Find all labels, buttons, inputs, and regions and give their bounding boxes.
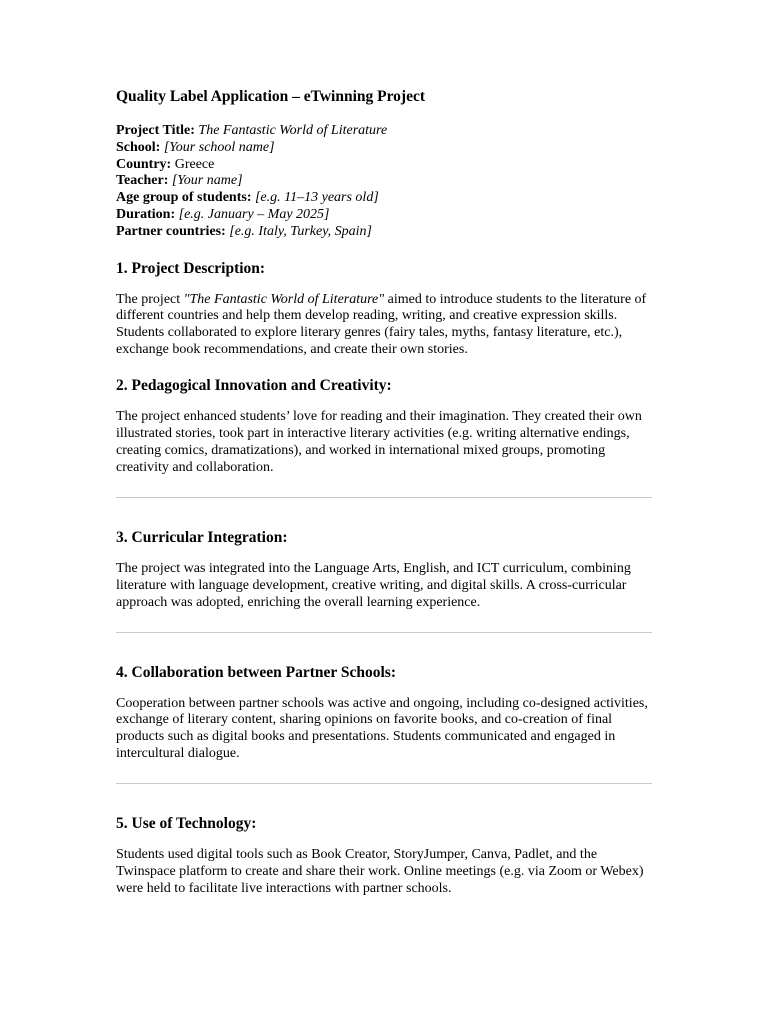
section-divider: [116, 632, 652, 633]
meta-row-project-title: [116, 123, 656, 140]
meta-row-partner-countries: [116, 224, 656, 241]
meta-label: School:: [116, 139, 161, 155]
meta-label: Teacher:: [116, 173, 169, 189]
section-heading-pedagogical-innovation: 2. Pedagogical Innovation and Creativity:: [116, 377, 392, 395]
document-title: Quality Label Application – eTwinning Project: [116, 88, 426, 105]
section-heading-project-description: 1. Project Description:: [116, 259, 266, 277]
section-body-collaboration: Cooperation between partner schools was active and ongoing, including co-designed activities, exchange of literary content, sharing opinions on favorite books, and co-creation of final products such as digital books and presentations. Students communicated and engaged in intercultural dialogue.: [116, 695, 648, 762]
meta-row-school: [116, 140, 656, 157]
project-meta: [116, 123, 656, 241]
section-heading-curricular-integration: 3. Curricular Integration:: [116, 528, 288, 546]
section-heading-collaboration: 4. Collaboration between Partner Schools:: [116, 663, 396, 681]
meta-label: Age group of students:: [116, 190, 252, 206]
meta-value: [Your school name]: [163, 139, 275, 155]
meta-row-country: [116, 157, 656, 174]
meta-label: Duration:: [116, 206, 176, 222]
project-title-quote: "The Fantastic World of Literature": [183, 291, 385, 307]
meta-label: Project Title:: [116, 123, 195, 138]
meta-label: Partner countries:: [116, 223, 226, 239]
document-page: [116, 86, 656, 898]
section-body-use-of-technology: Students used digital tools such as Book Creator, StoryJumper, Canva, Padlet, and the Twinspace platform to create and share their work. Online meetings (e.g. via Zoom or Webex) were held to facilitate live interactions with partner schools.: [116, 847, 644, 896]
meta-value: The Fantastic World of Literature: [198, 123, 388, 138]
body-text: aimed to introduce students to the literature of different countries and help them develop reading, writing, and creative expression skills. Students collaborated to explore literary genres (fairy tales, myths, fantasy literature, etc.), exchange book recommendations, and create their own stories.: [116, 291, 647, 358]
section-divider: [116, 783, 652, 784]
section-body-pedagogical-innovation: The project enhanced students’ love for reading and their imagination. They created their own illustrated stories, took part in interactive literary activities (e.g. writing alternative endings, creating comics, dramatizations), and worked in international mixed groups, promoting creativity and collaboration.: [116, 409, 642, 475]
meta-row-duration: [116, 207, 656, 224]
meta-label: Country:: [116, 156, 172, 172]
meta-value: [e.g. 11–13 years old]: [254, 190, 379, 206]
section-body-project-description: [116, 292, 656, 360]
meta-value: [e.g. January – May 2025]: [178, 206, 330, 222]
meta-row-age-group: [116, 190, 656, 207]
meta-value: Greece: [174, 156, 215, 172]
body-text: The project: [116, 291, 184, 307]
section-heading-use-of-technology: 5. Use of Technology:: [116, 815, 257, 833]
section-body-curricular-integration: The project was integrated into the Language Arts, English, and ICT curriculum, combining literature with language development, creative writing, and digital skills. A cross-curricular approach was adopted, enriching the overall learning experience.: [116, 560, 631, 610]
meta-value: [Your name]: [171, 173, 243, 189]
meta-row-teacher: [116, 173, 656, 190]
section-divider: [116, 497, 652, 498]
meta-value: [e.g. Italy, Turkey, Spain]: [229, 223, 372, 239]
